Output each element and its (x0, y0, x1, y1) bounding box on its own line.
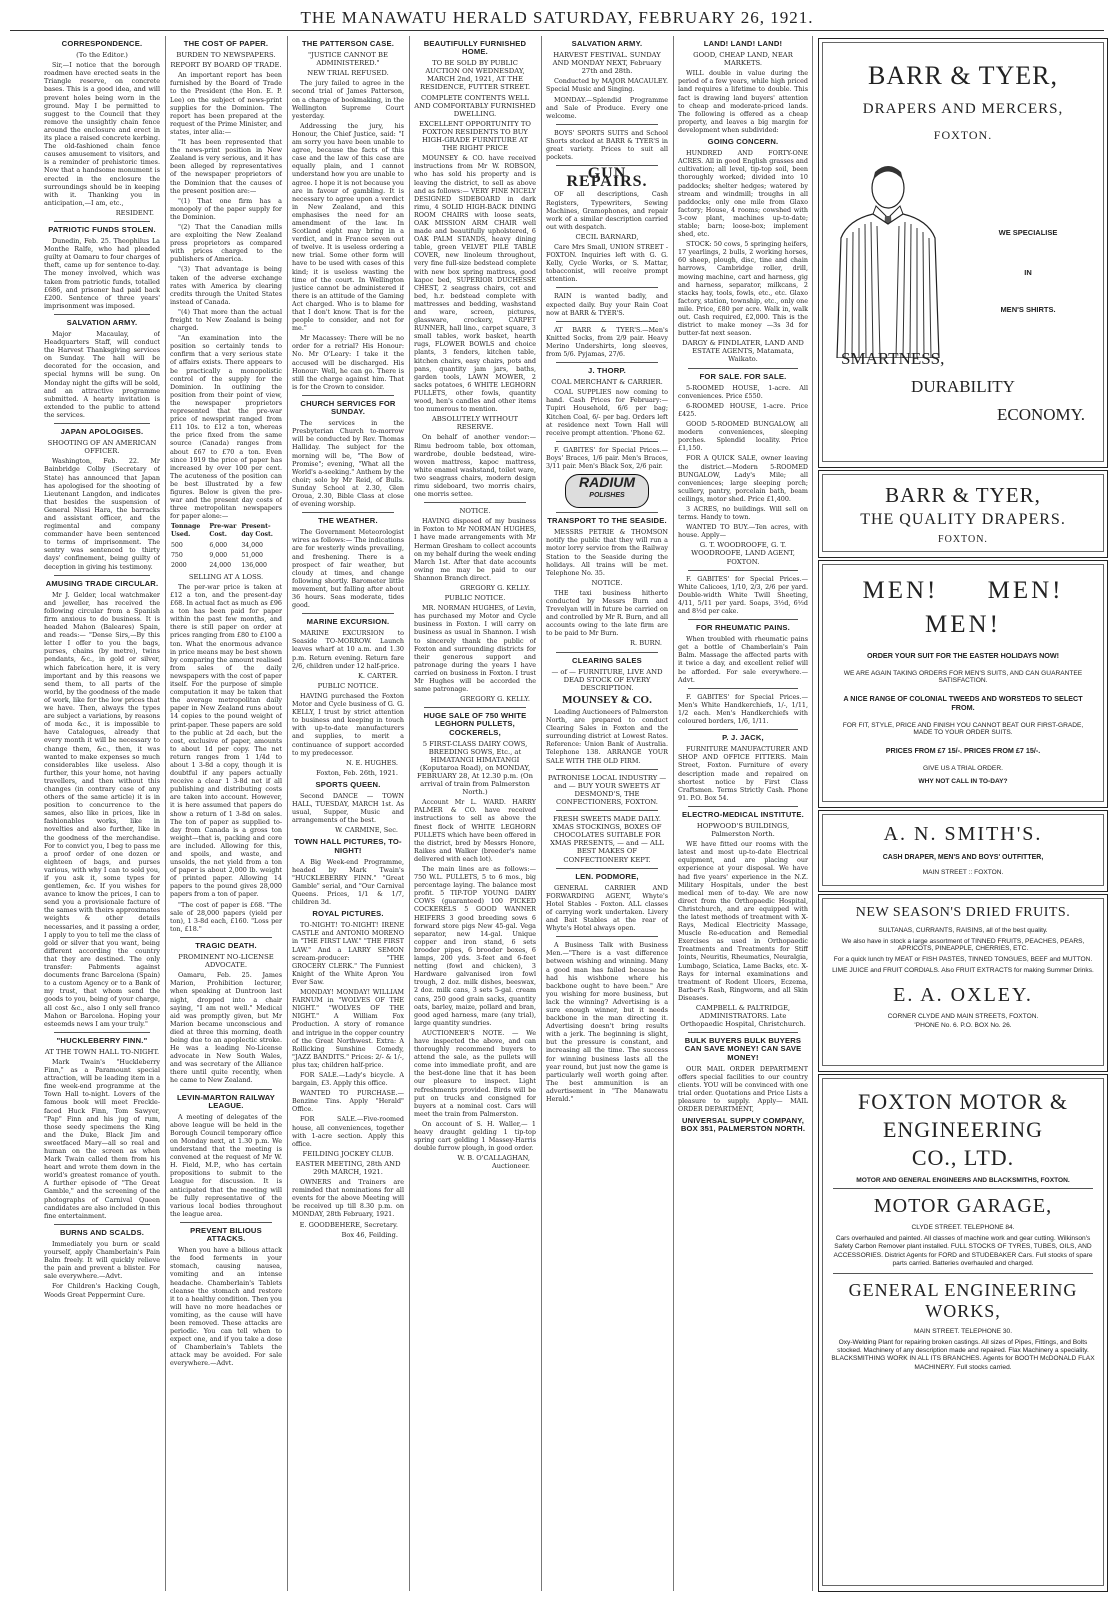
ad-border (822, 564, 1104, 802)
article-text: 3 ACRES, no buildings. Will sell on terms. Handy to town. (678, 504, 808, 522)
article-text: Care Mrs Small, UNION STREET - FOXTON. Inquiries left with G. G. Kelly, Cycle Works, or S. Mattar, tobacconist, will receive prompt attention. (546, 242, 668, 284)
article-text: FOR A QUICK SALE, owner leaving the district.—Modern 5-ROOMED BUNGALOW, Lady's Mile; all conveniences; large sleeping porch; scullery, pantry, porcelain bath, beam ceilings, motor shed. Price £1,400. (678, 454, 808, 503)
table-cell: 34,000 (241, 541, 263, 549)
divider (180, 1089, 272, 1090)
subheading: HOPWOOD'S BUILDINGS, Palmerston North. (696, 821, 790, 839)
heading: BULK BUYERS BULK BUYERS CAN SAVE MONEY! CAN SAVE MONEY! (684, 1036, 802, 1062)
article-text: On behalf of another vendor:— Rimu bedroom table, box ottoman, wardrobe, double bedstead, wire-woven mattress, kapoc mattress, white enamel washstand, toilet ware, two seagrass chairs, modern design rimu sideboard, two morris chairs, one morris settee. (414, 433, 536, 499)
divider (424, 707, 526, 708)
divider (556, 362, 658, 363)
subheading: GOOD, CHEAP LAND, NEAR MARKETS. (693, 51, 793, 68)
ad-text: FOR FIT, STYLE, PRICE AND FINISH YOU CANNOT BEAT OUR FIRST-GRADE, MADE TO YOUR ORDER SUITS. (842, 722, 1084, 736)
ad-title: BARR & TYER, (885, 483, 1041, 507)
article-text: When troubled with rheumatic pains get a bottle of Chamberlain's Pain Balm. Massage the affected parts with it twice a day, and excellent relief will be afforded. For sale everywhere.—Advt. (678, 635, 808, 684)
divider (688, 1032, 798, 1033)
table-cell: 51,000 (241, 551, 263, 559)
barr-tyer-quality-ad (818, 470, 1108, 558)
article-text: MESSRS PETRIE & THOMSON notify the public that they will run a motor lorry service from the Railway Station to the Seaside during the holidays. All trains will be met. Telephone No. 35. (546, 528, 668, 577)
article-text: WANTED TO PURCHASE.—Benzine Tins. Apply "Herald" Office. (292, 1089, 404, 1114)
ad-title: E. A. OXLEY. (893, 984, 1033, 1006)
smith-ad (818, 810, 1108, 892)
ad-border (822, 814, 1104, 886)
article-text: 6-ROOMED HOUSE, 1-acre. Price £425. (678, 401, 808, 418)
article-text: HAVING purchased the Foxton Motor and Cycle business of G. G. KELLY, I trust by strict attention to business and keeping in touch with up-to-date manufacturers and supplies, to merit a continuance of support accorded to my predecessor. (292, 691, 404, 757)
divider (556, 287, 658, 288)
article-text: "It has been represented that the news-print position in New Zealand is very serious, and it has been alleged by representatives of the newspaper proprietors of the Dominion that the causes of the present position are:— (170, 138, 282, 195)
column-rule (673, 36, 674, 1591)
article-text: F. GABITES' for Special Prices.— Men's White Handkerchiefs, 1/-, 1/11, 1/2 each. Men's Handkerchiefs with coloured borders, 1/6, 1/11. (678, 692, 808, 726)
heading: FOR SALE. FOR SALE. (699, 371, 787, 381)
subheading: EXCELLENT OPPORTUNITY TO FOXTON RESIDENTS TO BUY HIGH-GRADE FURNITURE AT THE RIGHT PRICE (419, 119, 531, 153)
divider (688, 688, 798, 689)
divider (54, 423, 150, 424)
article-text: AUCTIONEER'S NOTE. — We have inspected the above, and can thoroughly recommend buyers to attend the sale, as the pullets will come into immediate profit, and are the best-done line that it has been our pleasure to inspect. Light refreshments provided. Birds will be put on trucks and consigned for buyers at a nominal cost. Cars will meet the train from Palmerston. (414, 1028, 536, 1118)
subheading: REPORT BY BOARD OF TRADE. (170, 61, 282, 70)
column-2 (170, 36, 282, 1591)
article-text: HUNDRED AND FORTY-ONE ACRES. All in good English grasses and cultivation; all level, tip-top soil, been thoroughly worked; divided into 10 paddocks; shelter hedges; watered by stream and windmill; troughs in all paddocks; only one mile from Glaxo factory; House, 4 rooms; cowshed with 3-cow plant, machines up-to-date; stable; barn; loose-box; implement shed, etc. (678, 149, 808, 239)
subheading: AT THE TOWN HALL TO-NIGHT. (44, 1047, 160, 1056)
table-cell: 750 (171, 551, 183, 559)
article-text: The Government Meteorologist wires as follows:— The indications are for westerly winds prevailing, and freshening. There is a prospect of fair weather, but cloudy at times, and change following shortly. Barometer little movement, but falling after about 36 hours. Seas moderate, tides good. (292, 528, 404, 610)
ad-title: A. N. SMITH'S. (883, 823, 1043, 845)
column-rule (812, 36, 813, 1591)
heading: HUGE SALE OF 750 WHITE LEGHORN PULLETS, COCKERELS, (423, 711, 527, 737)
table-cell: 9,000 (209, 551, 228, 559)
article-text: FURNITURE MANUFACTURER AND SHOP AND OFFICE FITTERS. Main Street, Foxton. Furniture of every description made and repaired on shortest notice by First Class Craftsmen. Terms Strictly Cash. Phone 91. P.O. Box 54. (678, 745, 808, 802)
divider (180, 1222, 272, 1223)
article-text: Dunedin, Feb. 25. Theophilus La Monthe Ralfe, who had pleaded guilty at Oamaru to four charges of theft, came up for sentence to-day. The money involved, which was taken from patriotic funds, totalled £686, and prisoner had paid back £200. Sentence of three years' imprisonment was imposed. (44, 237, 160, 310)
article-text: FOR SALE.—Lady's bicycle. A bargain, £3. Apply this office. (292, 1070, 404, 1088)
divider (688, 619, 798, 620)
subheading: 5 FIRST-CLASS DAIRY COWS, BREEDING SOWS, Etc., at HIMATANGI HIMATANGI (Koputaroa Road), on MONDAY, FEBRUARY 28, At 12.30 p.m. (On arrival of train from Palmerston North.) (417, 739, 533, 797)
heading: PREVENT BILIOUS ATTACKS. (190, 1225, 262, 1244)
divider (556, 810, 658, 811)
ad-slogan-1: SMARTNESS, (841, 349, 945, 368)
ad-title: CO., LTD. (911, 1145, 1015, 1170)
table-header: Present-day Cost. (241, 523, 273, 539)
ad-border (822, 898, 1104, 1066)
heading: THE PATTERSON CASE. (301, 39, 395, 48)
article-text: WANTED TO BUY.—Ten acres, with house. Apply— (678, 523, 808, 540)
article-text: FOR SALE.—Five-roomed house, all conveniences, together with 1-acre section. Apply this office. (292, 1115, 404, 1148)
ad-slogan-2: DURABILITY (911, 377, 1015, 396)
article-text: A Big Week-end Programme, headed by Mark Twain's "HUCKLEBERRY FINN." "Great Gamble" serial, and "Our Carnival Queens. Prices, 1/1 & 1/7, children 3d. (292, 857, 404, 907)
divider (54, 1224, 150, 1225)
ad-text: Oxy-Welding Plant for repairing broken castings. All sizes of Pipes, Fittings, and Bolts stocked. Machinery of any description made and repaired. Flax Machinery a speciality. BLACKSMITHING WORK IN ALL ITS BRANCHES. Agents for BOOTH McDONALD FLAX MACHINERY. Full stocks carried. (831, 1338, 1095, 1371)
article-text: MONDAY.—Splendid Programme and Sale of Produce. Every one welcome. (546, 95, 668, 120)
article-text: MOUNSEY & CO. have received instructions from Mr W. ROBSON, who has sold his property and is leaving the district, to sell as above and as follows:— VERY FINE NICELY DESIGNED SIDEBOARD in dark rimu, 4 SOLID HIGH-BACK DINING ROOM CHAIRS with loose seats, OAK MISSION ARM CHAIR well made and beautifully upholstered, 6 OAK PALM STANDS, heavy dining table, green VELVET PILE TABLE COVER, new linoleum throughout, very fine full-size bedstead complete with new box spring mattress, good kapoc bed, SUPERIOR DUCHESSE CHEST, 2 seagrass chairs, cot and bed, h.r. bedstead complete with mattresses and bedding, washstand and ware, screen, pictures, glassware, crockery, CARPET RUNNER, hall lino., carpet square, 3 small tables, work basket, hearth rugs, FLOWER BOWLS and choice plants, 3 fenders, kitchen table, kitchen chairs, easy chairs, pots and pans, quantity jam jars, baths, garden tools, LAWN MOWER, 2 sacks potatoes, 6 WHITE LEGHORN PULLETS, other fowls, quantity wood, hen's candles and other items too numerous to mention. (414, 154, 536, 414)
heading: LEVIN-MARTON RAILWAY LEAGUE. (176, 1092, 276, 1110)
ad-text: MAIN STREET. TELEPHONE 30. (913, 1327, 1013, 1335)
subheading: SELLING AT A LOSS. (188, 572, 264, 581)
subheading: CECIL BARNARD, (575, 232, 639, 241)
article-text: MONDAY! MONDAY! WILLIAM FARNUM in "WOLVES OF THE NIGHT." "WOLVES OF THE NIGHT." A William Fox Production. A story of romance and intrigue in the copper country of the Great Northwest. Extra: A Rollicking Sunshine Comedy, "JAZZ BANDITS." Prices: 2/- & 1/-, plus tax; children half-price. (292, 988, 404, 1069)
ad-town: FOXTON. (933, 128, 993, 142)
article-text: F. GABITES' for Special Prices.— Boys' Braces, 1/6 pair. Men's Braces, 3/11 pair. Men's Black Sox, 2/6 pair. (546, 445, 668, 471)
heading: JAPAN APOLOGISES. (60, 427, 144, 437)
article-text: Addressing the jury, his Honour, the Chief Justice, said: "I am sorry you have been unable to agree, because the facts of this case and the law of this case are equally plain, and I cannot understand how you are unable to agree. I hope it is not because you are in favour of gambling. It is necessary to agree upon a verdict in New Zealand, and this emphasises the need for an amendment of the law. In Scotland eight may bring in a verdict, and in France seven out of twelve. It is useless ordering a new trial. Some other form will have to be used with cases of this kind; it is useless wasting the time of the court. In Wellington justice cannot be administered if there is an attitude of the Gaming Act charged. Who is to blame for that I don't know. That is for the people to consider, and not for me." (292, 121, 404, 333)
heading: CORRESPONDENCE. (61, 39, 143, 48)
subheading: TO BE SOLD BY PUBLIC AUCTION ON WEDNESDAY, MARCH 2nd, 1921, AT THE RESIDENCE, FUTTER STREET. (419, 59, 531, 92)
article-text: WILL double in value during the period of a few years, while high priced land requires a lifetime to double. This fact is drawing land buyers' attention to cheap and moderate-priced lands. The following is offered as a cheap property, and leaves a big margin for development when subdivided: (678, 69, 808, 134)
subheading: NOTICE. (591, 578, 623, 587)
signature: N. E. HUGHES. (345, 758, 398, 767)
ad-prices: PRICES FROM £7 15/-. PRICES FROM £7 15/-. (885, 746, 1041, 755)
heading: BURNS AND SCALDS. (59, 1227, 145, 1237)
cost-table (170, 522, 282, 570)
article-text: For Children's Hacking Cough, Woods Great Peppermint Cure. (44, 1282, 160, 1299)
signature: W. CARMINE, Sec. (335, 826, 398, 835)
subheading: PUBLIC NOTICE. (317, 681, 379, 690)
divider (54, 1032, 150, 1033)
subheading: NOTICE. (459, 507, 491, 516)
man-in-shirt-illustration (833, 158, 943, 358)
heading: FOR RHEUMATIC PAINS. (696, 623, 790, 633)
heading: SALVATION ARMY. (571, 39, 643, 48)
article-text: MR. NORMAN HUGHES, of Levin, has purchased my Motor and Cycle business in Foxton. I will carry on business as usual in Shannon. I wish to sincerely thank the public of Foxton and surrounding districts for their generous support and patronage during the years I have carried on business in Foxton. I trust Mr Hughes will be accorded the same patronage. (414, 604, 536, 694)
ad-specialise: WE SPECIALISE (998, 228, 1058, 237)
signature: GREGORY G. KELLY. (460, 584, 530, 592)
subheading: G. T. WOODROOFE, G. T. WOODROOFE, LAND AGENT, FOXTON. (691, 541, 795, 566)
heading: THE WEATHER. (318, 516, 378, 526)
ad-text: SULTANAS, CURRANTS, RAISINS, all of the best quality. (878, 927, 1048, 934)
subheading: PATRONISE LOCAL INDUSTRY — and — BUY YOUR SWEETS AT DESMOND'S, THE CONFECTIONERS, FOXTON. (547, 773, 667, 806)
article-text: An important report has been furnished by the Board of Trade to the President (the Hon. E. P. Lee) on the subject of news-print supplies for the Dominion. The report has been prepared at the request of the Prime Minister, and states, inter alia:— (170, 71, 282, 136)
divider (302, 512, 394, 513)
heading: MOUNSEY & CO. (562, 693, 652, 706)
subheading: HARVEST FESTIVAL. SUNDAY AND MONDAY NEXT, February 27th and 28th. (552, 51, 662, 76)
heading: LEN. PODMORE, (575, 871, 639, 881)
heading: P. J. JACK, (722, 733, 764, 743)
table-cell: 136,000 (241, 561, 267, 569)
article-text: "(2) That the Canadian mills are exploiting the New Zealand press proprietors as compared with prices charged to the publishers of America. (170, 222, 282, 264)
article-text: The jury failed to agree in the second trial of James Patterson, on a charge of bookmaking, in the Wellington Supreme Court yesterday. (292, 79, 404, 120)
divider (556, 868, 658, 869)
heading: CLEARING SALES (572, 655, 642, 665)
heading: TRAGIC DEATH. (195, 940, 257, 950)
heading: ELECTRO-MEDICAL INSTITUTE. (682, 809, 804, 819)
heading: CHURCH SERVICES FOR SUNDAY. (300, 398, 396, 417)
ad-text: We also have in stock a large assortment of TINNED FRUITS, PEACHES, PEARS, APRICOTS, PINEAPPLE, CHERRIES, ETC. (841, 938, 1085, 952)
divider (833, 1273, 1093, 1274)
men-heading-2: MEN! (925, 611, 1001, 638)
article-text: "(3) That advantage is being taken of the adverse exchange rates with America by clearing credits through the United States instead of Canada. (170, 265, 282, 306)
subheading: EASTER MEETING, 28th AND 29th MARCH, 1921. (295, 1159, 401, 1176)
article-text: AT BARR & TYER'S.—Men's Knitted Socks, from 2/9 pair. Heavy Merino Undershirts, long sleeves, from 5/6. Pyjamas, 27/6. (546, 325, 668, 358)
divider (556, 652, 658, 653)
ad-border (822, 1078, 1104, 1586)
article-text: Sir,—I notice that the borough roadmen have erected seats in the Triangle reserve, on concrete bases. This is a good idea, and will prevent holes being worn in the ground. May I be permitted to suggest to the Council that they remove the unsightly chain fence around the enclosure and erect in its place a raised concrete kerbing. The old-fashioned chain fence causes amusement to visitors, and is a reminder of prehistoric times. Now that a handsome monument is erected in the enclosure the surroundings should be in keeping with it. Thanking you in anticipation,—I am, etc., (44, 61, 160, 207)
table-row (170, 541, 282, 551)
masthead (10, 6, 1104, 31)
article-text: When you have a bilious attack the food ferments in your stomach, causing nausea, vomiting and an intense headache. Chamberlain's Tablets cleanse the stomach and restore it to a healthy condition. Then you will have no more headaches or vomiting, as the cause will have been removed. These attacks are periodic. You can tell when to expect one, and if you take a dose of Chamberlain's Tablets the attack may be avoided. For sale everywhere.—Advt. (170, 1246, 282, 1368)
article-text: GENERAL CARRIER AND FORWARDING AGENT, Whyte's Hotel Stables - Foxton. ALL classes of carrying work undertaken. Livery and Bait Stables at the rear of Whyte's Hotel always open. (546, 883, 668, 933)
ad-in: IN (1024, 268, 1032, 277)
article-text: COAL SUPPLIES now coming to hand. Cash Prices for February:—Tupiri Household, 6/6 per bag; Kitchen Coal, 6/- per bag. Orders left at residence next Town Hall will receive prompt attention. 'Phone 62. (546, 388, 668, 437)
ad-text: WHY NOT CALL IN TO-DAY? (918, 778, 1008, 785)
article-text: A meeting of delegates of the above league will be held in the Borough Council temporary office on Monday next, at 1.30 p.m. We understand that the meeting is convened at the request of Mr W. H. Field, M.P., who has certain propositions to submit to the League for discussion. It is anticipated that the meeting will be fully representative of the various local bodies throughout the league area. (170, 1112, 282, 1218)
article-text: "(4) That more than the actual freight to New Zealand is being charged. (170, 307, 282, 333)
article-text: Account Mr L. WARD. HARRY PALMER & CO. have received instructions to sell as above the finest flock of WHITE LEGHORN PULLETS which have been offered in the district, bred by Messrs Honore, Raikes and Walker (breeder's name delivered with each lot). (414, 798, 536, 863)
ad-text: CLYDE STREET. TELEPHONE 84. (911, 1224, 1015, 1231)
column-rule (287, 36, 288, 1591)
table-header: Tonnage Used. (171, 523, 201, 539)
article-text: "The cost of paper is £68. "The sale of 28,000 papers (yield per ton), 1 3-8d each, £160. "Loss per ton, £18." (170, 900, 282, 933)
ad-title: MOTOR GARAGE, (873, 1195, 1053, 1217)
article-text: The per-war price is taken at £12 a ton, and the present-day £68. In actual fact as much as £96 a ton has been paid for paper within the past few months, and there is still paper on order at prices ranging from £80 to £100 a ton. What the enormous advance in price means may be best shown by comparing the amount realised from sales of the daily newspapers with the cost of paper itself. For the purpose of simple computation it may be taken that the average metropolitan daily paper in New Zealand runs about 14 copies to the pound weight of print-paper. These papers are sold to the public at 2d each, but the cost, exclusive of paper, amounts to about 1d per copy. The net return ranges from 1 1/4d to about 1 3-8d a copy, though it is doubtful if any papers actually receive a clear 1 3-8d net if all publishing and distributing costs are taken into account. However, it is here assumed that papers do show a return of 1 3-8d on sales. The ton of paper as supplied to-day from Canada is a gross ton weight—that is, packing and core are included. Allowing for this, and spoils, and waste, and unsolds, the net yield from a ton of paper is about 2,000 lb. weight of printed paper. Allowing 14 papers to the pound gives 28,000 papers from a ton of paper. (170, 582, 282, 899)
table-cell: 24,000 (209, 561, 232, 569)
divider (180, 937, 272, 938)
article-text: GOOD 5-ROOMED BUNGALOW, all modern conveniences, sleeping porches. Splendid locality. Price £1,150. (678, 420, 808, 453)
ad-slogan-3: ECONOMY. (996, 405, 1085, 424)
ad-title: BARR & TYER, (868, 61, 1058, 90)
ad-text: CASH DRAPER, MEN'S AND BOYS' OUTFITTER, (882, 854, 1044, 861)
article-text: Mr J. Gelder, local watchmaker and jeweller, has received the following circular from a Spanish firm anxious to do business. It is headed Mahon (Baleares) Spain, and reads:— "Dense Sirs,—By this letter I offer to you the bags, purses, chains (by metre), twins pendants, &c., in gold or silver, which fabrication here, it is very important and by this reasons we send them, to all parts of the world, by the goodness of the made of work, like for the low prices that we have. Then, always the types are subject a variations, by reasons of moda &c., it is impossible to have Catalogues, already that every month it will be necessary to change them, &c., then, it was wanted to make expenses so much considerables like useless. Also further, this your home, not having travellers, and then without this changes (in contrary case of any others of the same article) it is in position to concurrence to the sames, also like in prices, like in fashionables works, like in novelties and also further, like in the goodness of the merchandise. For to convict you, I beg to pass me a proof order of one dozen or eighteen of bags, and purses various, with why I can to sold you, if you ask it, some types for gentlemen, &c. If you wishes for avance to know the prices, I can to send you a provisionale facture of the sames with theirs approximates weights & other details necessaries, and it passing a order, I apply to you to tell me the class of gold or silver that you want, being different according the country that they are destined. The only transfer: Pabments against documents franc Barcelona (Spain) to a custom Agency or to a Bank of my trust, that whom send the goods to you, being of your charge, all cost &c., also I only sell franco Mahon or Barcelona. Hoping your esteemds news I am your truly." (44, 590, 160, 1028)
divider (688, 806, 798, 807)
article-text: Mark Twain's "Huckleberry Finn," as a Paramount special attraction, will be leading item in a fine week-end programme at the Town Hall to-night. Lovers of the famous book will meet Freckle-faced Huck Finn, Tom Sawyer, "Pap" Finn and his jug of rum, those seedy specimens the King and the Duke, Black Jim and sweetfaced Mary—all so real and human on the screen as when Mark Twain called them from his heart and wrote them down in the world's greatest romance of youth. A further episode of "The Great Gamble," and the screening of the photographs of Carnival Queen candidates are also included in this fine entertainment. (44, 1057, 160, 1220)
article-text: Mr Macassey: There will be no order for a retrial? His Honour: No. Mr O'Leary: I take it the accused will be discharged. His Honour: Well, he can go. There is still the charge against him. That is for the Crown to consider. (292, 334, 404, 391)
heading: BEAUTIFULLY FURNISHED HOME. (423, 39, 527, 57)
subheading: PROMINENT NO-LICENSE ADVOCATE. (178, 953, 274, 970)
men-heading: MEN! MEN! (862, 577, 1064, 604)
subheading: (To the Editor.) (76, 51, 128, 60)
column-6 (678, 36, 808, 1591)
column-4 (414, 36, 536, 1591)
divider (556, 936, 658, 937)
column-rule (165, 36, 166, 1591)
ad-town: FOXTON. (938, 534, 988, 545)
article-text: The main lines are as follows:— 750 W.L. PULLETS, 5 to 6 mos., big percentage laying. The balance most profit. 5 TIP-TOP YOUNG DAIRY COWS (guaranteed) 100 PICKED COCKERELS 5 GOOD WANNER HEIFERS 3 good breeding sows 6 forward store pigs New 45-gal. Vega separator, new 14-gal. Unique copper and iron stand, 6 sets brooder pipes, 6 brooder boxes, 6 lamps, 200 yds. 3-feet and 6-feet netting (fowl and chicken), 3 Hardware galvanised iron fowl trough, 2 doz. milk dishes, beeswax, 2 doz. milk cans, 3 sets 5-gal. cream cans, 250 good grain sacks, quantity oats, barley, maize, pollard and bran, good aged harness, mare (any trial), large quantity sundries. (414, 865, 536, 1027)
heading: SALVATION ARMY. (66, 317, 138, 327)
subheading: — of — FURNITURE, LIVE AND DEAD STOCK OF EVERY DESCRIPTION. (551, 667, 663, 692)
ad-border (822, 474, 1104, 552)
table-header: Pre-war Cost. (209, 523, 237, 539)
divider (556, 124, 658, 125)
subheading: NEW TRIAL REFUSED. (307, 69, 389, 78)
table-row (170, 551, 282, 561)
signature: W. B. O'CALLAGHAN, Auctioneer. (457, 1154, 530, 1171)
article-text: Immediately you burn or scald yourself, apply Chamberlain's Pain Balm freely. It will quickly relieve the pain and prevent a blister. For sale everywhere.—Advt. (44, 1239, 160, 1281)
table-row (170, 561, 282, 571)
radium-polishes-logo (565, 474, 649, 508)
ad-text: MOTOR AND GENERAL ENGINEERS AND BLACKSMITHS, FOXTON. (856, 1177, 1070, 1184)
ad-text: ORDER YOUR SUIT FOR THE EASTER HOLIDAYS NOW! (866, 651, 1060, 660)
article-text: Oamaru, Feb. 25. James Marion, Prohibition lecturer, when speaking at Duntroon last night, dropped into a chair saying, "I am not well." Medical aid was promptly given, but Mr Marion became unconscious and died at three this morning, death being due to an apoplectic stroke. He was a leading No-License advocate in New South Wales, and was secretary of the Alliance there until quite recently, when he came to New Zealand. (170, 971, 282, 1085)
divider (688, 729, 798, 730)
ad-title: ENGINEERING (882, 1117, 1044, 1142)
ad-text: For a quick lunch try MEAT or FISH PASTES, TINNED TONGUES, BEEF and MUTTON. (833, 956, 1093, 963)
column-rule (541, 36, 542, 1591)
signature: RESIDENT. (115, 208, 154, 217)
article-text: "(1) That one firm has a monopoly of the paper supply for the Dominion. (170, 196, 282, 221)
divider (302, 613, 394, 614)
heading: ROYAL PICTURES. (312, 909, 384, 919)
divider (688, 368, 798, 369)
ad-title: FOXTON MOTOR & (858, 1089, 1068, 1114)
article-text: 5-ROOMED HOUSE, 1-acre. All conveniences. Price £550. (678, 383, 808, 400)
divider (833, 1188, 1093, 1189)
heading: GOING CONCERN. (707, 137, 779, 147)
article-text: TO-NIGHT! TO-NIGHT! IRENE CASTLE and ANTONIO MORENO in "THE FIRST LAW." "THE FIRST LAW." And a LARRY SEMON scream-producer: "THE GROCERY CLERK." The Funniest Knight of the White Apron You Ever Saw. (292, 921, 404, 986)
heading: SPORTS QUEEN. (315, 779, 381, 789)
subheading: COMPLETE CONTENTS WELL AND COMFORTABLY FURNISHED DWELLING. (414, 93, 536, 118)
column-1 (44, 36, 160, 1591)
divider (688, 570, 798, 571)
heading: "HUCKLEBERRY FINN." (56, 1035, 148, 1045)
divider (556, 769, 658, 770)
signature: R. BURN. (630, 639, 662, 648)
divider (302, 395, 394, 396)
radium-logo-text: RADIUM (579, 474, 635, 491)
ad-text: WE ARE AGAIN TAKING ORDERS FOR MEN'S SUITS, AND CAN GUARANTEE SATISFACTION. (843, 670, 1083, 684)
article-text: On account of S. H. Waller,— 1 heavy draught gelding 1 tip-top spring cart gelding 1 Massey-Harris double furrow plough, in good order. (414, 1119, 536, 1153)
heading: UNIVERSAL SUPPLY COMPANY, BOX 351, PALMERSTON NORTH. (680, 1116, 806, 1134)
heading: AMUSING TRADE CIRCULAR. (45, 578, 159, 588)
divider (54, 221, 150, 222)
article-text: F. GABITES' for Special Prices.— White Calicoes, 1/10, 2/3, 2/6 per yard. Double-width White Twill Sheeting, 4/11, 5/11 per yard. Soaps, 3½d, 6½d and 8½d per cake. (678, 574, 808, 615)
article-text: A Business Talk with Business Men.—"There is a vast difference between wishing and winning. Many a good man has failed because he had his wishbone where his backbone ought to have been." Are you wishing for more business, but lack the winning? Advertising is a sure enough winner, but it needs backbone in the man directing it. Advertising doesn't bring results with a jerk. The beginning is slight, but the pressure is constant, and increasing all the time. The success for winning business lasts all the year round, but just now the game is particularly well worth going after. The best ammunition is an advertisement in "The Manawatu Herald." (546, 941, 668, 1104)
heading: TRANSPORT TO THE SEASIDE. (547, 516, 667, 526)
ad-mens-shirts: MEN'S SHIRTS. (1000, 305, 1056, 314)
divider (54, 575, 150, 576)
article-text: MARINE EXCURSION to Seaside TO-MORROW. Launch leaves wharf at 10 a.m. and 1.30 p.m. Return evening. Return fare 2/6, children under 12 half-price. (292, 629, 404, 670)
ad-subtitle: DRAPERS AND MERCERS, (862, 101, 1064, 117)
ad-title: NEW SEASON'S DRIED FRUITS. (855, 905, 1071, 920)
subheading: CAMPBELL & PALTRIDGE, ADMINISTRATORS. Late Orthopaedic Hospital, Christchurch. (680, 1004, 806, 1029)
ad-text: LIME JUICE and FRUIT CORDIALS. Also FRUIT EXTRACTS for making Summer Drinks. (832, 967, 1094, 974)
article-text: STOCK: 50 cows, 5 springing heifers, 17 yearlings, 2 bulls, 2 working horses, 60 sheep, plough, disc, tine and chain harrows, Cambridge roller, drill, mowing machine, cart and harness, gig and harness, separator, milkcans, 2 stacks hay, tools, fowls, etc., etc. Glaxo factory, station, township, etc., only one mile. Price, £80 per acre. Walk in, walk out. Cash required, £2,000. This is the district to make money —3s 3d for butter-fat next season. (678, 240, 808, 338)
heading: THE COST OF PAPER. (183, 39, 269, 48)
subheading: SHOOTING OF AN AMERICAN OFFICER. (47, 439, 157, 456)
ad-subtitle: THE QUALITY DRAPERS. (860, 511, 1066, 528)
article-text: "An examination into the position so certainly tends to confirm that a very serious state of affairs exists. There appears to be practically a monopolistic control of the supply for the Dominion. In outlining the position from their point of view, the newspaper proprietors represented that the pre-war price of newsprint ranged from £11 10s. to £12 a ton, whereas the price fixed from the same source (Canada) ranges from about £67 to £70 a ton. Even since 1919 the price of paper has increased by over 100 per cent. The acuteness of the position can be best illustrated by a few figures. Below is given the pre-war and the present day costs of three metropolitan newspapers for paper alone:— (170, 334, 282, 521)
subheading: ABSOLUTELY WITHOUT RESERVE. (431, 415, 519, 432)
table-cell: 500 (171, 541, 183, 549)
subheading: PUBLIC NOTICE. (444, 594, 506, 603)
article-text: BOYS' SPORTS SUITS and School Shorts stocked at BARR & TYER'S in great variety. Prices to suit all pockets. (546, 128, 668, 162)
ad-text: Cars overhauled and painted. All classes of machine work and gear cutting. Wilkinson's Safety Carbon Remover plant installed. FULL STOCKS OF TYRES, TUBES, OILS, AND ACCESSORIES. District Agents for FORD and STUDEBAKER Cars. Full stocks of spare parts carried. Batteries overhauled and charged. (833, 1235, 1093, 1268)
oxley-dried-fruits-ad (818, 894, 1108, 1072)
masthead-title: THE MANAWATU HERALD SATURDAY, FEBRUARY 26, 1921. (300, 8, 814, 27)
signature: K. CARTER. (357, 671, 398, 680)
foxton-motor-ad (818, 1074, 1108, 1592)
article-text: Major Macaulay, of Headquarters Staff, will conduct the Harvest Thanksgiving services on Sunday. The hall will be decorated for the occasion, and special hymns will be sung. On Monday night the gifts will be sold, and an attractive programme submitted. A hearty invitation is extended to the public to attend the services. (44, 330, 160, 419)
ad-text: GIVE US A TRIAL ORDER. (923, 765, 1003, 772)
signature: Box 46, Feilding. (341, 1230, 398, 1239)
article-text: OWNERS and Trainers are reminded that nominations for all events for the above Meeting will be received up till 8.30 p.m. on MONDAY, 28th February, 1921. (292, 1178, 404, 1219)
column-3 (292, 36, 404, 1591)
subheading: DARGY & FINDLATER, LAND AND ESTATE AGENTS, Matamata, Waikato. (682, 339, 804, 364)
signature: Foxton, Feb. 26th, 1921. (316, 768, 398, 777)
article-text: THE taxi business hitherto conducted by Messrs Burn and Trevelyan will in future be carried on and controlled by Mr R. Burn, and all accounts owing to the late firm are to be paid to Mr Burn. (546, 588, 668, 638)
barr-tyer-shirts-ad (818, 38, 1108, 468)
article-text: HAVING disposed of my business in Foxton to Mr NORMAN HUGHES, I have made arrangements with Mr Herman Gresham to collect accounts on my behalf during the week ending March 1st. After that date accounts owing me may be paid to our Shannon Branch direct. (414, 517, 536, 582)
article-text: RAIN is wanted badly, and expected daily. Buy your Rain Coat now at BARR & TYER'S. (546, 292, 668, 317)
ad-border (822, 42, 1104, 462)
heading: J. THORP. (588, 366, 626, 376)
article-text: The services in the Presbyterian Church to-morrow will be conducted by Rev. Thomas Halliday. The subject for the morning will be, "The Bow of Promise"; evening, "What all the World's a-seeking." Anthem by the choir; solo by Mr Reid, of Bulls. Sunday School at 2.30, Glen Oroua, 2.30, Bible Class at close of evening worship. (292, 419, 404, 509)
heading: MARINE EXCURSION. (306, 617, 390, 627)
divider (424, 502, 526, 503)
table-cell: 6,000 (209, 541, 228, 549)
ad-text: 'PHONE No. 6. P.O. BOX No. 26. (914, 1022, 1012, 1029)
article-text: Leading Auctioneers of Palmerston North, are prepared to conduct Clearing Sales in Foxton and the surrounding district at Lowest Rates. Reference: Union Bank of Australia. Telephone 138. ARRANGE YOUR SALE WITH THE OLD FIRM. (546, 708, 668, 765)
article-text: Conducted by MAJOR MACAULEY. Special Music and Singing. (546, 77, 668, 94)
divider (556, 321, 658, 322)
subheading: COAL MERCHANT & CARRIER. (551, 378, 663, 387)
ad-text: CORNER CLYDE AND MAIN STREETS, FOXTON. (887, 1013, 1039, 1020)
men-suits-ad (818, 560, 1108, 808)
article-text: OUR MAIL ORDER DEPARTMENT offers special facilities to our country clients. YOU will be convinced with one trial order. Quotations and Price Lists a pleasure to supply. Apply— MAIL ORDER DEPARTMENT, (678, 1064, 808, 1114)
radium-logo-sub: POLISHES (589, 492, 625, 500)
article-text: Washington, Feb. 22. Mr Bainbridge Colby (Secretary of State) has announced that Japan has apologised for the shooting of Lieutenant Langdon, and indicates that besides the suspension of General Nissi Hara, the barracks and assistant officer, and the regimental and company commander have been sentenced to terms of imprisonment. The sentry was sentenced to thirty days' confinement, being guilty of deception in giving his testimony. (44, 457, 160, 571)
table-cell: 2000 (171, 561, 187, 569)
subheading: BURDEN TO NEWSPAPERS. (176, 51, 276, 60)
divider (556, 512, 658, 513)
ad-text: A NICE RANGE OF COLONIAL TWEEDS AND WORSTEDS TO SELECT FROM. (843, 694, 1083, 712)
subheading: FRESH SWEETS MADE DAILY. XMAS STOCKINGS, BOXES OF CHOCOLATES SUITABLE FOR XMAS PRESENTS, — and — ALL BEST MAKES OF CONFECTIONERY KEPT. (550, 815, 664, 864)
column-rule (409, 36, 410, 1591)
heading: LAND! LAND! LAND! (703, 39, 783, 48)
signature: GREGORY G. KELLY. (460, 695, 530, 704)
heading: PATRIOTIC FUNDS STOLEN. (48, 224, 156, 234)
subheading: "JUSTICE CANNOT BE ADMINISTERED." (307, 51, 388, 68)
subheading: FEILDING JOCKEY CLUB. (302, 1149, 394, 1158)
column-5 (546, 36, 668, 1591)
signature: E. GOODBEHERE, Secretary. (299, 1220, 398, 1229)
divider (556, 441, 658, 442)
divider (54, 314, 150, 315)
ad-text: MAIN STREET :: FOXTON. (922, 869, 1004, 876)
gun-repairs-heading: GUN REPAIRS. (566, 165, 648, 191)
article-text: WE have fitted our rooms with the latest and most up-to-date Electrical equipment, and are placing our experience at your disposal. We have had five years' experience in the N.Z. Military Hospitals, under the best medical men of to-day. We are now direct from the Orthopaedic Hospital, Christchurch, and are equipped with the latest methods of treatment with X-Rays, Medical Electricity Massage, Muscle Re-education and Remedial Exercises as used in Orthopaedic Treatments and Treatments for Stiff Joints, Neuritis, Rheumatics, Neuralgia, Lumbago, Sciatica, Lame Backs, etc. X-Rays for internal examinations and treatment of Rodent Ulcers, Eczema, Barber's Rash, Ringworm, and all Skin Diseases. (678, 840, 808, 1002)
heading: TOWN HALL PICTURES, TO-NIGHT! (294, 837, 402, 855)
article-text: Second DANCE — TOWN HALL, TUESDAY, MARCH 1st. As usual, Supper, Music and arrangements of the best. (292, 791, 404, 825)
ad-title: GENERAL ENGINEERING WORKS, (848, 1279, 1078, 1321)
article-text: OF all descriptions, Cash Registers, Typewriters, Sewing Machines, Gramophones, and repair work of a similar description carried out with despatch. (546, 190, 668, 231)
